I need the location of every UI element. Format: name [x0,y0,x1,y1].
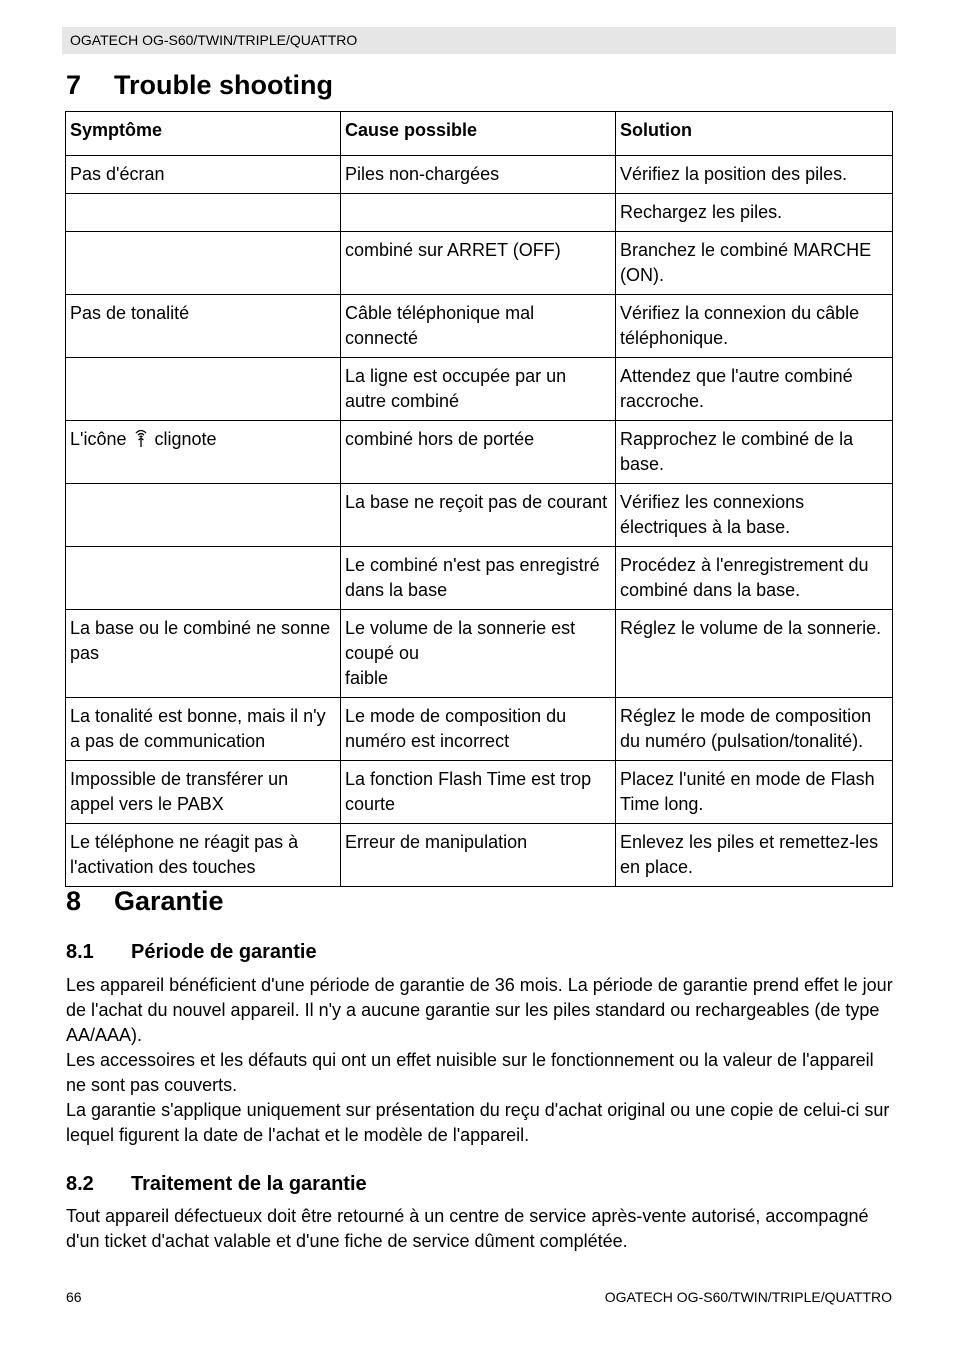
cell-text: La ligne est occupée par un autre combiné [345,366,567,411]
table-cell [341,547,616,610]
cell-text: Pas d'écran [70,164,165,184]
table-cell [66,698,341,761]
table-cell [341,824,616,887]
table-cell [341,421,616,484]
paragraph: Les appareil bénéficient d'une période de garantie de 36 mois. La période de garantie prend effet le jour de l'achat du nouvel appareil. Il n'y a aucune garantie sur les piles standard ou rechargeables (de type AA/AAA). [66,975,893,1045]
page-number: 66 [66,1289,82,1305]
table-row [66,547,893,610]
table-row [66,698,893,761]
cell-text: La tonalité est bonne, mais il n'y a pas de communication [70,706,326,751]
antenna-signal-icon [132,430,150,448]
table-cell [66,295,341,358]
table-row [66,232,893,295]
section-title: Trouble shooting [114,70,333,100]
table-cell [616,421,893,484]
table-cell [616,358,893,421]
cell-text: Procédez à l'enregistrement du combiné dans la base. [620,555,869,600]
table-cell [616,484,893,547]
footer-title: OGATECH OG-S60/TWIN/TRIPLE/QUATTRO [604,1289,892,1305]
table-cell [66,824,341,887]
cell-text: Réglez le mode de composition du numéro (pulsation/tonalité). [620,706,872,751]
table-cell [66,358,341,421]
cell-text-suffix: clignote [154,429,217,449]
table-cell [616,761,893,824]
table-cell [616,295,893,358]
table-cell [66,156,341,194]
table-cell [66,421,341,484]
cell-text: Rapprochez le combiné de la base. [620,429,854,474]
table-cell [341,610,616,698]
section-8-heading [66,886,224,917]
cell-text: combiné sur ARRET (OFF) [345,240,561,260]
section-number: 8 [66,886,82,916]
table-cell [616,610,893,698]
cell-text: La base ne reçoit pas de courant [345,492,608,512]
cell-text: Erreur de manipulation [345,832,528,852]
table-row [66,484,893,547]
table-row [66,194,893,232]
column-header: Cause possible [341,112,616,156]
cell-text: combiné hors de portée [345,429,535,449]
cell-text: Le volume de la sonnerie est coupé ou faible [345,618,576,688]
cell-text: Vérifiez la connexion du câble téléphonique. [620,303,860,348]
column-header: Symptôme [66,112,341,156]
table-body [66,156,893,887]
table-cell [616,698,893,761]
table-cell [66,761,341,824]
subsection-8-2-heading [66,1173,367,1196]
table-cell [341,698,616,761]
table-row [66,761,893,824]
cell-text: Pas de tonalité [70,303,190,323]
cell-text: Câble téléphonique mal connecté [345,303,535,348]
cell-text: L'icône [70,429,127,449]
warranty-handling-text [66,1204,896,1254]
cell-text: Placez l'unité en mode de Flash Time long. [620,769,875,814]
cell-text: Réglez le volume de la sonnerie. [620,618,882,638]
cell-text: Le combiné n'est pas enregistré dans la base [345,555,600,600]
table-cell [616,547,893,610]
table-cell [66,484,341,547]
subsection-title: Période de garantie [131,941,317,963]
cell-text: Branchez le combiné MARCHE (ON). [620,240,872,285]
table-cell [341,761,616,824]
page-header [62,27,896,54]
header-title: OGATECH OG-S60/TWIN/TRIPLE/QUATTRO [70,32,358,48]
table-row [66,824,893,887]
cell-text: Enlevez les piles et remettez-les en place. [620,832,879,877]
subsection-number: 8.1 [66,941,94,963]
cell-text: Attendez que l'autre combiné raccroche. [620,366,853,411]
paragraph: Les accessoires et les défauts qui ont un effet nuisible sur le fonctionnement ou la valeur de l'appareil ne sont pas couverts. [66,1050,874,1095]
troubleshooting-table [65,111,893,887]
subsection-number: 8.2 [66,1173,94,1195]
table-cell [341,156,616,194]
table-cell [616,232,893,295]
table-header-row [66,112,893,156]
table-cell [341,194,616,232]
table-cell [616,156,893,194]
cell-text: La fonction Flash Time est trop courte [345,769,592,814]
cell-text: Vérifiez les connexions électriques à la base. [620,492,805,537]
table-row [66,610,893,698]
cell-text: Vérifiez la position des piles. [620,164,848,184]
column-header: Solution [616,112,893,156]
table-cell [341,232,616,295]
table-cell [341,484,616,547]
paragraph: La garantie s'applique uniquement sur présentation du reçu d'achat original ou une copie de celui-ci sur lequel figurent la date de l'achat et le modèle de l'appareil. [66,1100,890,1145]
table-cell [616,824,893,887]
section-number: 7 [66,70,82,100]
table-cell [66,194,341,232]
table-cell [66,547,341,610]
cell-text: Piles non-chargées [345,164,500,184]
subsection-title: Traitement de la garantie [131,1173,367,1195]
table-cell [341,295,616,358]
section-7-heading [66,70,333,101]
cell-text: Impossible de transférer un appel vers le PABX [70,769,289,814]
table-cell [66,610,341,698]
table-row [66,421,893,484]
table-cell [66,232,341,295]
table-cell [341,358,616,421]
subsection-8-1-heading [66,941,317,964]
paragraph: Tout appareil défectueux doit être retourné à un centre de service après-vente autorisé, accompagné d'un ticket d'achat valable et d'une fiche de service dûment complétée. [66,1206,869,1251]
cell-text: Le mode de composition du numéro est incorrect [345,706,567,751]
cell-text: Rechargez les piles. [620,202,783,222]
section-title: Garantie [114,886,224,916]
table-row [66,295,893,358]
warranty-period-text [66,973,896,1148]
table-cell [616,194,893,232]
table-row [66,358,893,421]
cell-text: Le téléphone ne réagit pas à l'activation des touches [70,832,299,877]
table-row [66,156,893,194]
cell-text: La base ou le combiné ne sonne pas [70,618,331,663]
